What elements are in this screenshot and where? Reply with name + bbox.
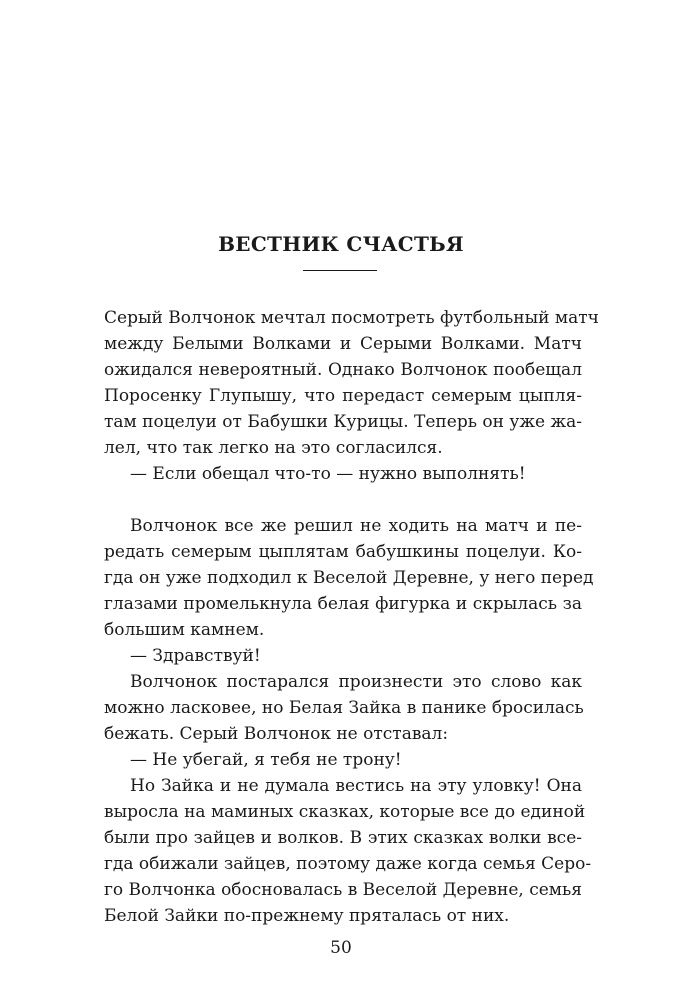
- text-line: редать семерым цыплятам бабушкины поцелуи. Ко-: [104, 542, 582, 562]
- text-line: Но Зайка и не думала вестись на эту уловку! Она: [130, 776, 582, 796]
- text-line: — Здравствуй!: [130, 646, 261, 666]
- text-line: Белой Зайки по-прежнему пряталась от них.: [104, 906, 510, 926]
- text-line: ожидался невероятный. Однако Волчонок пообещал: [104, 360, 582, 380]
- text-line: Серый Волчонок мечтал посмотреть футбольный матч: [104, 308, 599, 328]
- text-line: лел, что так легко на это согласился.: [104, 438, 443, 458]
- text-line: там поцелуи от Бабушки Курицы. Теперь он уже жа-: [104, 412, 582, 432]
- text-line: гда обижали зайцев, поэтому даже когда семья Серо-: [104, 854, 592, 874]
- text-line: Поросенку Глупышу, что передаст семерым цыпля-: [104, 386, 582, 406]
- text-line: были про зайцев и волков. В этих сказках волки все-: [104, 828, 582, 848]
- text-line: Волчонок все же решил не ходить на матч и пе-: [130, 516, 582, 536]
- text-line: гда он уже подходил к Веселой Деревне, у него перед: [104, 568, 594, 588]
- text-line: — Если обещал что-то — нужно выполнять!: [130, 464, 526, 484]
- text-line: большим камнем.: [104, 620, 265, 640]
- text-line: Волчонок постарался произнести это слово как: [130, 672, 582, 692]
- text-line: выросла на маминых сказках, которые все до единой: [104, 802, 586, 822]
- text-line: можно ласковее, но Белая Зайка в панике бросилась: [104, 698, 584, 718]
- title-rule: [303, 270, 377, 271]
- text-line: бежать. Серый Волчонок не отставал:: [104, 724, 449, 744]
- page-title: ВЕСТНИК СЧАСТЬЯ: [218, 232, 464, 256]
- text-line: го Волчонка обосновалась в Веселой Деревне, семья: [104, 880, 582, 900]
- page-number: 50: [330, 938, 352, 958]
- text-line: — Не убегай, я тебя не трону!: [130, 750, 402, 770]
- text-line: глазами промелькнула белая фигурка и скрылась за: [104, 594, 582, 614]
- text-line: между Белыми Волками и Серыми Волками. Матч: [104, 334, 582, 354]
